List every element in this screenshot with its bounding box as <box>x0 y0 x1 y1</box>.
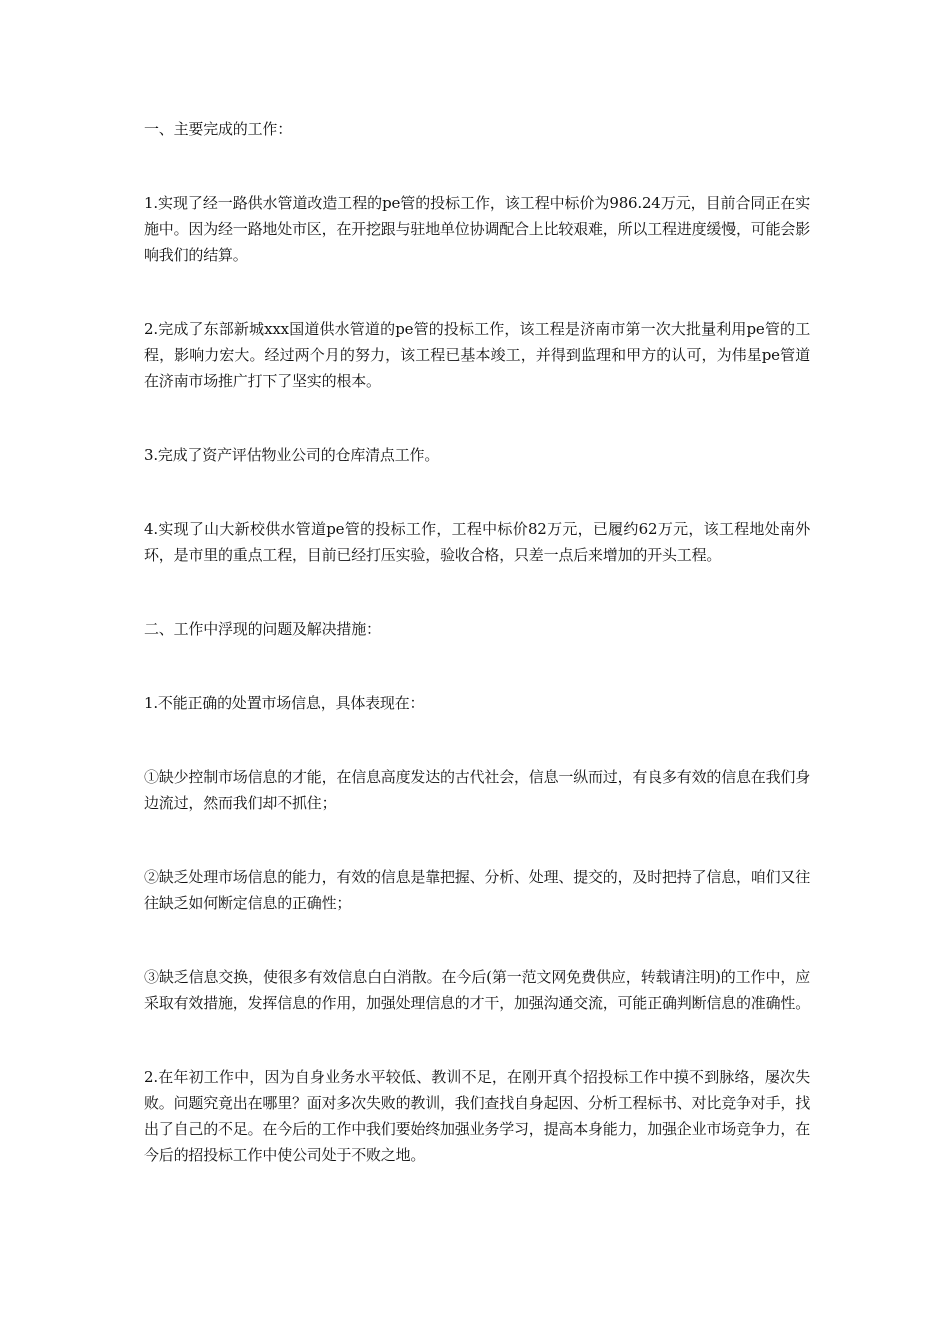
problem-subitem-1: ①缺少控制市场信息的才能，在信息高度发达的古代社会，信息一纵而过，有良多有效的信息在我们身边流过，然而我们却不抓住； <box>144 768 811 812</box>
paragraph-item-3: 3.完成了资产评估物业公司的仓库清点工作。 <box>144 446 440 464</box>
paragraph-item-1: 1.实现了经一路供水管道改造工程的pe管的投标工作，该工程中标价为986.24万元，目前合同正在实施中。因为经一路地处市区，在开挖跟与驻地单位协调配合上比较艰难，所以工程进度缓慢，可能会影响我们的结算。 <box>144 194 811 264</box>
problem-item-2: 2.在年初工作中，因为自身业务水平较低、教训不足，在刚开真个招投标工作中摸不到脉络，屡次失败。问题究竟出在哪里？面对多次失败的教训，我们查找自身起因、分析工程标书、对比竞争对手，找出了自己的不足。在今后的工作中我们要始终加强业务学习，提高本身能力，加强企业市场竞争力，在今后的招投标工作中使公司处于不败之地。 <box>144 1068 811 1164</box>
spacer <box>144 394 810 442</box>
spacer <box>144 1016 810 1064</box>
problem-item-1: 1.不能正确的处置市场信息，具体表现在： <box>144 694 425 712</box>
spacer <box>144 716 810 764</box>
spacer <box>144 468 810 516</box>
section-heading-main-work: 一、主要完成的工作： <box>144 120 293 138</box>
spacer <box>144 268 810 316</box>
problem-subitem-2: ②缺乏处理市场信息的能力，有效的信息是靠把握、分析、处理、提交的，及时把持了信息，咱们又往往缺乏如何断定信息的正确性； <box>144 868 811 912</box>
paragraph-item-4: 4.实现了山大新校供水管道pe管的投标工作，工程中标价82万元，已履约62万元，该工程地处南外环，是市里的重点工程，目前已经打压实验，验收合格，只差一点后来增加的开头工程。 <box>144 520 810 564</box>
spacer <box>144 816 810 864</box>
paragraph-item-2: 2.完成了东部新城xxx国道供水管道的pe管的投标工作，该工程是济南市第一次大批量利用pe管的工程，影响力宏大。经过两个月的努力，该工程已基本竣工，并得到监理和甲方的认可，为伟星pe管道在济南市场推广打下了坚实的根本。 <box>144 320 810 390</box>
spacer <box>144 142 810 190</box>
document-body <box>144 116 810 1168</box>
section-heading-problems: 二、工作中浮现的问题及解决措施： <box>144 620 381 638</box>
problem-subitem-3: ③缺乏信息交换，使很多有效信息白白消散。在今后(第一范文网免费供应，转载请注明)的工作中，应采取有效措施，发挥信息的作用，加强处理信息的才干，加强沟通交流，可能正确判断信息的准确性。 <box>144 968 811 1012</box>
spacer <box>144 568 810 616</box>
spacer <box>144 642 810 690</box>
spacer <box>144 916 810 964</box>
